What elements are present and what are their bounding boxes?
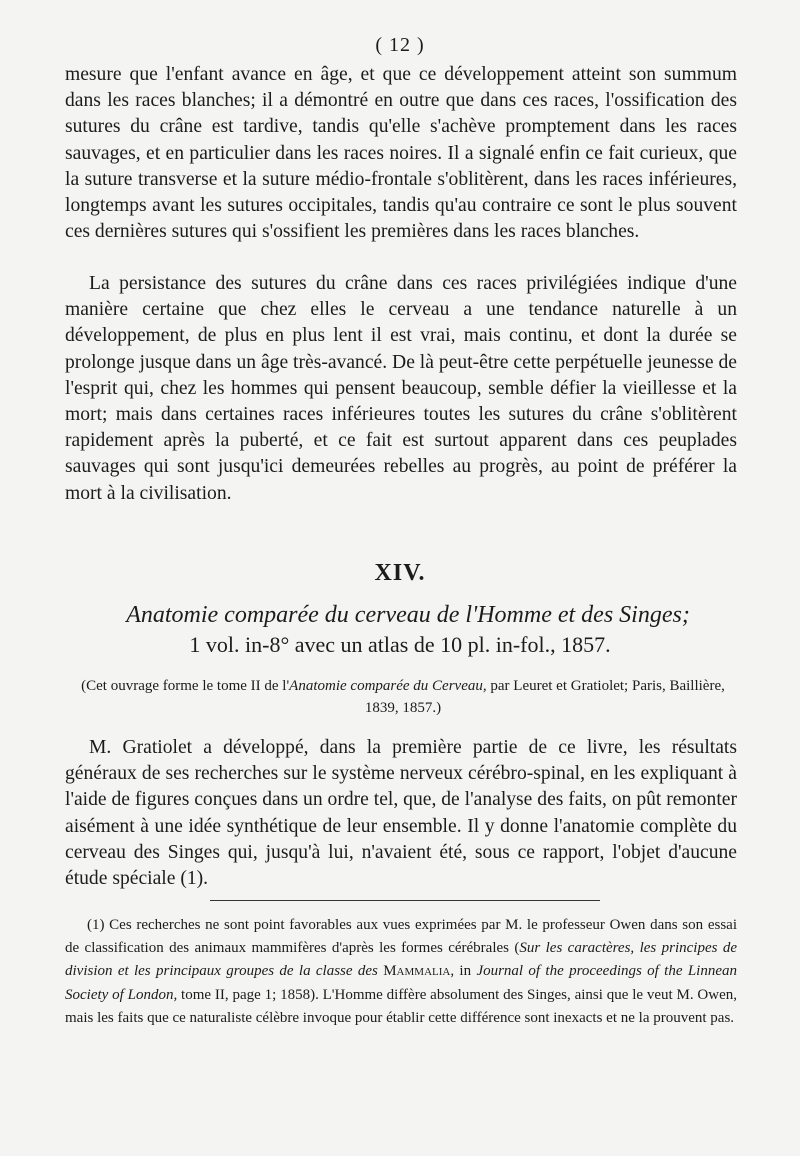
section-number: XIV. — [374, 560, 426, 586]
book-note — [68, 675, 738, 719]
footnote-smallcaps: Mammalia, — [377, 963, 455, 980]
footnote — [65, 914, 737, 1030]
book-note-italic: Anatomie comparée du Cerveau, — [289, 678, 487, 694]
paragraph-sutures-development: mesure que l'enfant avance en âge, et que ce développement atteint son summum dans les races blanches; il a démontré en outre que dans ces races, l'ossification des sutures du crâne est tardive, tandis qu'elle s'achève promptement dans les races sauvages, et en particulier dans les races noires. Il a signalé enfin ce fait curieux, que la suture transverse et la suture médio-frontale s'oblitèrent, dans les races inférieures, longtemps avant les sutures occipitales, tandis qu'au contraire ce sont le plus souvent ces dernières sutures qui s'ossifient les premières dans les races blanches. — [65, 64, 737, 243]
paragraph-sutures-persistence: La persistance des sutures du crâne dans ces races privilégiées indique d'une manière certaine que chez elles le cerveau a une tendance naturelle à un développement, de plus en plus lent il est vrai, mais continu, et dont la durée se prolonge jusque dans un âge très-avancé. De là peut-être cette perpétuelle jeunesse de l'esprit qui, chez les hommes qui pensent beaucoup, semble défier la vieillesse et la mort; mais dans certaines races inférieures toutes les sutures du crâne s'oblitèrent rapidement après la puberté, et ce fait est surtout apparent dans ces peuplades sauvages qui sont jusqu'ici demeurées rebelles au progrès, au point de préférer la mort à la civilisation. — [65, 273, 737, 504]
book-title: Anatomie comparée du cerveau de l'Homme et des Singes; — [126, 602, 690, 628]
footnote-divider — [210, 900, 600, 901]
book-note-suffix: par Leuret et Gratiolet; Paris, Baillière, 1839, 1857.) — [364, 678, 725, 716]
book-details: 1 vol. in-8° avec un atlas de 10 pl. in-fol., 1857. — [189, 632, 611, 657]
footnote-part2: in — [454, 963, 477, 980]
footnote-italic2: Journal of the proceedings of the Linnean Society of London, — [65, 963, 738, 1003]
footnote-part1: (1) Ces recherches ne sont point favorables aux vues exprimées par M. le professeur Owen dans son essai de classification des animaux mammifères d'après les formes cérébrales ( — [65, 917, 737, 957]
footnote-italic1: Sur les caractères, les principes de division et les principaux groupes de la classe des — [65, 940, 737, 980]
footnote-part3: tome II, page 1; 1858). L'Homme diffère absolument des Singes, ainsi que le veut M. Owen, mais les faits que ce naturaliste célèbre invoque pour établir cette différence sont inexacts et ne la prouvent pas. — [65, 986, 737, 1026]
paragraph-gratiolet-results: M. Gratiolet a développé, dans la première partie de ce livre, les résultats généraux de ses recherches sur le système nerveux cérébro-spinal, en les expliquant à l'aide de figures conçues dans un ordre tel, que, de l'analyse des faits, on pût remonter aisément à une idée synthétique de leur ensemble. Il y donne l'anatomie complète du cerveau des Singes qui, jusqu'à lui, n'avaient été, sous ce rapport, l'objet d'aucune étude spéciale (1). — [65, 737, 737, 890]
page-number: ( 12 ) — [375, 34, 425, 56]
book-note-prefix: (Cet ouvrage forme le tome II de l' — [81, 678, 290, 694]
